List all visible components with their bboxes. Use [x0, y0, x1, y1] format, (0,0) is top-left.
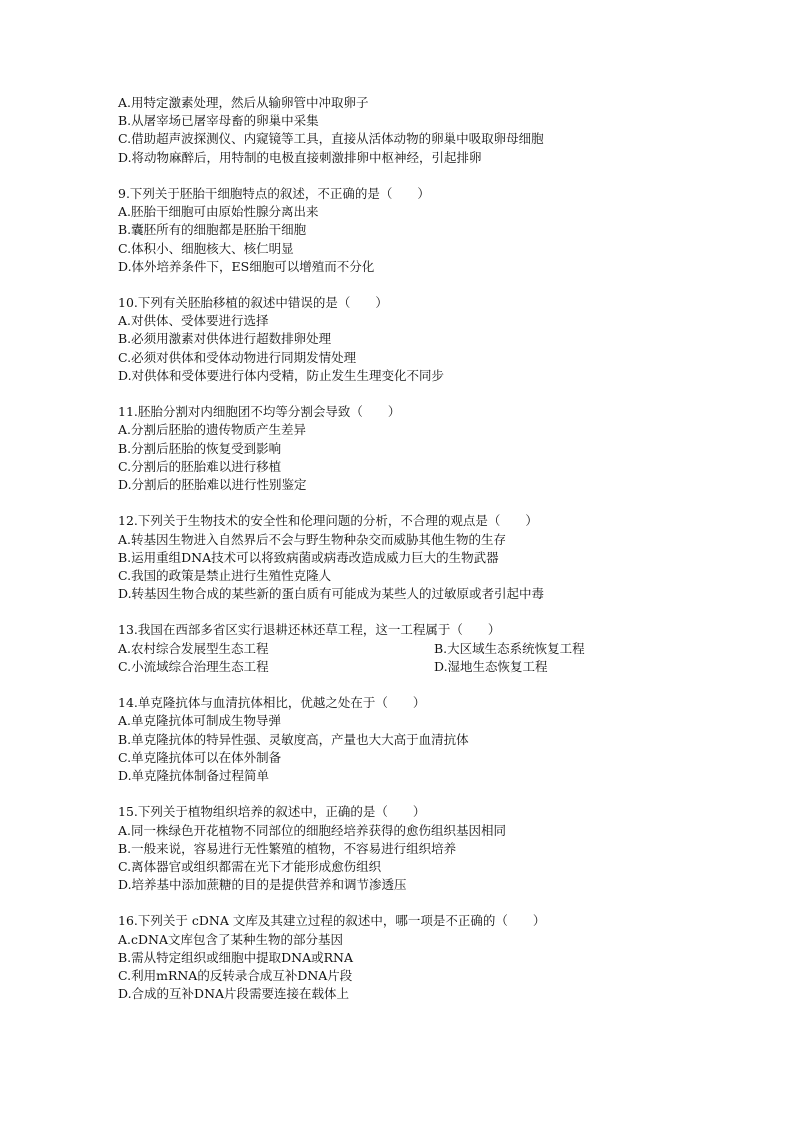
question-9	[118, 185, 718, 276]
question-16	[118, 912, 718, 1003]
spacer	[118, 276, 718, 294]
option-b: B.大区域生态系统恢复工程	[434, 640, 585, 656]
question-10	[118, 294, 718, 385]
spacer	[118, 167, 718, 185]
option-d: D.合成的互补DNA片段需要连接在载体上	[118, 986, 350, 1002]
option-d: D.转基因生物合成的某些新的蛋白质有可能成为某些人的过敏原或者引起中毒	[118, 586, 545, 602]
option-b: B.必须用激素对供体进行超数排卵处理	[118, 331, 332, 347]
question-13	[118, 621, 718, 676]
option-c: C.我国的政策是禁止进行生殖性克隆人	[118, 567, 332, 583]
spacer	[118, 785, 718, 803]
option-c: C.利用mRNA的反转录合成互补DNA片段	[118, 968, 353, 983]
option-a: A.单克隆抗体可制成生物导弹	[118, 713, 282, 729]
option-b: B.囊胚所有的细胞都是胚胎干细胞	[118, 222, 307, 238]
option-c: C.离体器官或组织都需在光下才能形成愈伤组织	[118, 858, 382, 874]
option-b: B.需从特定组织或细胞中提取DNA或RNA	[118, 949, 354, 965]
question-8-options	[118, 94, 718, 167]
question-stem: 13.我国在西部多省区实行退耕还林还草工程，这一工程属于（ ）	[118, 622, 501, 638]
question-14	[118, 694, 718, 785]
option-d: D.湿地生态恢复工程	[434, 658, 548, 674]
option-c: C.单克隆抗体可以在体外制备	[118, 749, 282, 765]
option-d: D.体外培养条件下，ES细胞可以增殖而不分化	[118, 258, 375, 274]
spacer	[118, 603, 718, 621]
question-stem: 10.下列有关胚胎移植的叙述中错误的是（ ）	[118, 295, 388, 311]
option-d: D.单克隆抗体制备过程简单	[118, 767, 270, 783]
option-a: A.cDNA文库包含了某种生物的部分基因	[118, 931, 343, 947]
option-d: D.培养基中添加蔗糖的目的是提供营养和调节渗透压	[118, 877, 407, 893]
spacer	[118, 894, 718, 912]
option-d: D.对供体和受体要进行体内受精，防止发生生理变化不同步	[118, 367, 445, 383]
question-12	[118, 512, 718, 603]
spacer	[118, 494, 718, 512]
option-a: A.农村综合发展型生态工程	[118, 640, 269, 656]
option-c: C.小流域综合治理生态工程	[118, 658, 269, 674]
question-stem: 15.下列关于植物组织培养的叙述中，正确的是（ ）	[118, 804, 426, 820]
option-a: A.对供体、受体要进行选择	[118, 313, 269, 329]
option-row	[118, 640, 718, 658]
option-c: C.借助超声波探测仪、内窥镜等工具，直接从活体动物的卵巢中吸取卵母细胞	[118, 131, 544, 147]
option-b: B.分割后胚胎的恢复受到影响	[118, 440, 282, 456]
question-stem: 16.下列关于 cDNA 文库及其建立过程的叙述中，哪一项是不正确的（ ）	[118, 913, 546, 929]
spacer	[118, 385, 718, 403]
option-b: B.一般来说，容易进行无性繁殖的植物，不容易进行组织培养	[118, 840, 457, 856]
option-a: A.胚胎干细胞可由原始性腺分离出来	[118, 204, 319, 220]
option-d: D.分割后的胚胎难以进行性别鉴定	[118, 476, 307, 492]
question-15	[118, 803, 718, 894]
option-a: A.转基因生物进入自然界后不会与野生物种杂交而威胁其他生物的生存	[118, 531, 507, 547]
option-row	[118, 658, 718, 676]
question-stem: 12.下列关于生物技术的安全性和伦理问题的分析，不合理的观点是（ ）	[118, 513, 538, 529]
option-c: C.分割后的胚胎难以进行移植	[118, 458, 282, 474]
option-c: C.体积小、细胞核大、核仁明显	[118, 240, 294, 256]
option-b: B.运用重组DNA技术可以将致病菌或病毒改造成威力巨大的生物武器	[118, 549, 499, 565]
option-c: C.必须对供体和受体动物进行同期发情处理	[118, 349, 357, 365]
spacer	[118, 676, 718, 694]
option-a: A.用特定激素处理，然后从输卵管中冲取卵子	[118, 95, 369, 110]
option-d: D.将动物麻醉后，用特制的电极直接刺激排卵中枢神经，引起排卵	[118, 149, 482, 165]
option-a: A.分割后胚胎的遗传物质产生差异	[118, 422, 307, 438]
option-b: B.从屠宰场已屠宰母畜的卵巢中采集	[118, 113, 319, 129]
option-b: B.单克隆抗体的特异性强、灵敏度高，产量也大大高于血清抗体	[118, 731, 469, 747]
option-a: A.同一株绿色开花植物不同部位的细胞经培养获得的愈伤组织基因相同	[118, 822, 507, 838]
exam-page	[118, 94, 718, 1003]
question-stem: 14.单克隆抗体与血清抗体相比，优越之处在于（ ）	[118, 695, 426, 711]
question-stem: 11.胚胎分割对内细胞团不均等分割会导致（ ）	[118, 404, 401, 420]
question-stem: 9.下列关于胚胎干细胞特点的叙述，不正确的是（ ）	[118, 185, 430, 201]
question-11	[118, 403, 718, 494]
